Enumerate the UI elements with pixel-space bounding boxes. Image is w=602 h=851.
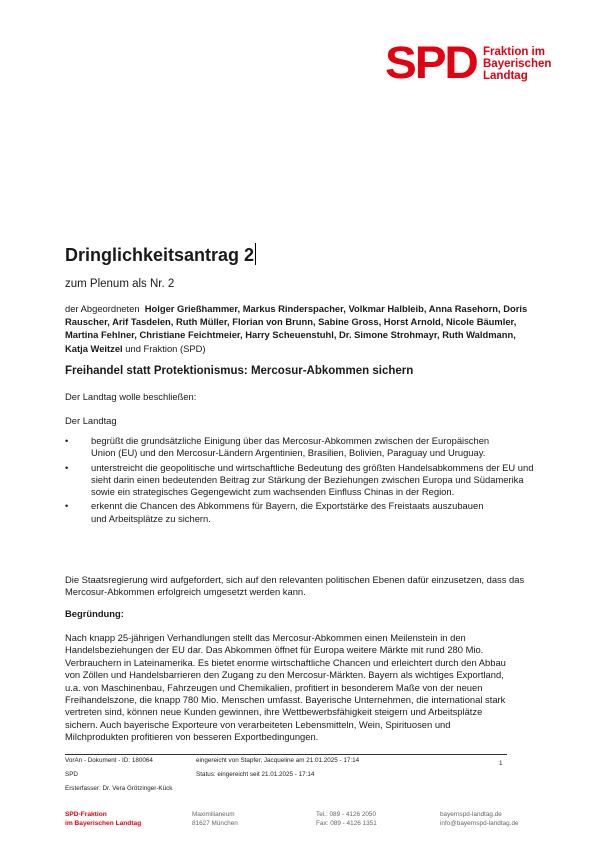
- title-text: Dringlichkeitsantrag 2: [65, 245, 255, 265]
- footer-address: [192, 810, 238, 828]
- logo-line-2: Bayerischen: [483, 58, 552, 70]
- der-landtag-text: Der Landtag: [65, 415, 117, 426]
- org-line-2: im Bayerischen Landtag: [65, 820, 142, 827]
- address-line-1: Maximilianeum: [192, 811, 235, 818]
- authors-suffix: und Fraktion (SPD): [125, 342, 206, 354]
- phone-number: Tel.: 089 - 4126 2050: [316, 811, 377, 818]
- logo-subtitle: [483, 46, 583, 82]
- footer-organization: [65, 810, 141, 828]
- bullet-text: begrüßt die grundsätzliche Einigung über das Mercosur-Abkommen zwischen der Europäischen Union (EU) und den Mercosur-Ländern Argentinien, Brasilien, Bolivien, Paraguay und Uruguay.: [91, 435, 490, 459]
- staatsregierung-paragraph: Die Staatsregierung wird aufgefordert, sich auf den relevanten politischen Ebenen dafür einzusetzen, dass das Mercosur-Abkommen erfolgreich umgesetzt werden kann.: [65, 574, 525, 598]
- bullet-marker: •: [65, 435, 69, 446]
- authors-names: Holger Grießhammer, Markus Rinderspacher, Volkmar Halbleib, Anna Rasehorn, Doris Rauscher, Arif Tasdelen, Ruth Müller, Florian von Brunn, Sabine Gross, Horst Arnold, Nicole Bäumler, Martina Fehlner, Christiane Feichtmeier, Harry Scheuenstuhl, Dr. Simone Strohmayr, Ruth Waldmann, Katja Weitzel: [65, 303, 528, 354]
- party-label: SPD: [65, 771, 78, 778]
- document-title[interactable]: [65, 243, 256, 266]
- bullet-text: unterstreicht die geopolitische und wirtschaftliche Bedeutung des größten Handelsabkommens der EU und sieht darin einen bedeutenden Beitrag zur Stärkung der Beziehungen zwischen Europa und Südamerika sowie ein strategisches Gegengewicht zum wachsenden Einfluss Chinas in der Region.: [91, 461, 534, 498]
- subject-heading: Freihandel statt Protektionismus: Mercosur-Abkommen sichern: [65, 365, 414, 377]
- resolution-list: [65, 435, 545, 527]
- document-id: VorAn - Dokument - ID: 180064: [65, 757, 153, 764]
- plenum-line: zum Plenum als Nr. 2: [65, 278, 175, 290]
- fax-number: Fax: 089 - 4126 1351: [316, 820, 377, 827]
- spd-logo: SPD: [385, 37, 477, 88]
- list-item: [65, 462, 541, 499]
- logo-line-3: Landtag: [483, 70, 528, 82]
- page-number: 1: [499, 760, 503, 767]
- address-line-2: 81627 München: [192, 820, 238, 827]
- website-link[interactable]: bayernspd-landtag.de: [440, 811, 502, 818]
- footer-contact: [316, 810, 377, 828]
- org-line-1: SPD-Fraktion: [65, 811, 107, 818]
- submitted-by: eingereicht von Stapfer, Jacqueline am 21.01.2025 - 17:14: [196, 757, 360, 764]
- text-cursor: [255, 243, 256, 265]
- footer-divider: [65, 754, 507, 755]
- authors-block: [65, 302, 535, 355]
- authors-prefix: der Abgeordneten: [65, 303, 140, 314]
- list-item: [65, 435, 491, 460]
- bullet-marker: •: [65, 461, 69, 473]
- bullet-marker: •: [65, 500, 69, 512]
- status-text: Status: eingereicht seit 21.01.2025 - 17:14: [196, 771, 315, 778]
- intro-text: Der Landtag wolle beschließen:: [65, 391, 197, 402]
- first-author: Ersterfasser: Dr. Vera Grötzinger-Kück: [65, 785, 173, 792]
- list-item: [65, 500, 491, 525]
- logo-line-1: Fraktion im: [483, 46, 545, 58]
- footer-web: [440, 810, 519, 828]
- begruendung-heading: Begründung:: [65, 608, 124, 619]
- bullet-text: erkennt die Chancen des Abkommens für Bayern, die Exportstärke des Freistaats auszubauen und Arbeitsplätze zu sichern.: [91, 500, 484, 524]
- begruendung-paragraph: Nach knapp 25-jährigen Verhandlungen stellt das Mercosur-Abkommen einen Meilenstein in den Handelsbeziehungen der EU dar. Das Abkommen öffnet für Europa weitere Märkte mit rund 280 Mio. Verbrauchern in Lateinamerika. Es bietet enorme wirtschaftliche Chancen und erleichtert durch den Abbau von Zöllen und Handelsbarrieren den Zugang zu den Mercosur-Märkten. Bayern als wichtiges Exportland, u.a. von Maschinenbau, Fahrzeugen und Chemikalien, profitiert in besonderem Maße von der neuen Freihandelszone, die knapp 780 Mio. Menschen umfasst. Bayerische Unternehmen, die international stark vertreten sind, können neue Kunden gewinnen, ihre Wettbewerbsfähigkeit steigern und Arbeitsplätze sichern. Auch bayerische Exporteure von verarbeiteten Lebensmitteln, Wein, Spirituosen und Milchprodukten profitieren von besseren Exportbedingungen.: [65, 632, 506, 743]
- email-link[interactable]: info@bayernspd-landtag.de: [440, 820, 519, 827]
